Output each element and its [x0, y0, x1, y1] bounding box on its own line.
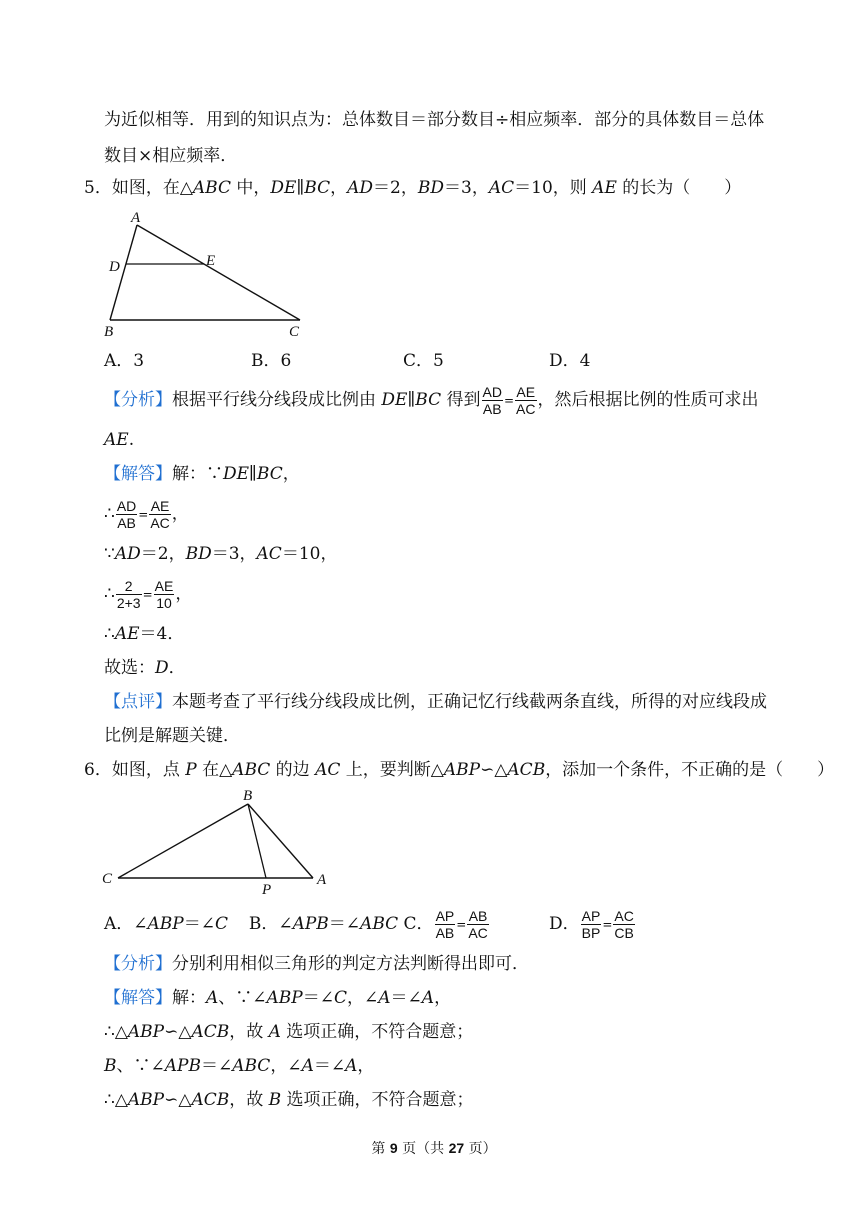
q6-option-d: D． $\frac{AP}{BP}$ = $\frac{AC}{CB}$ [549, 908, 634, 941]
q5-triangle-figure [100, 208, 312, 340]
q5-analysis: 【分析】根据平行线分线段成比例由 DE∥BC 得到 $\frac{AD}{AB}$ = $\frac{AE}{AC}$ ，然后根据比例的性质可求出 [104, 384, 759, 417]
q6-option-b: B．∠APB＝∠ABC [248, 914, 399, 934]
q6-side-cb [118, 804, 248, 878]
fraction-ae-over-10: $\frac{AE}{10}$ [154, 578, 174, 611]
fraction-ap-ab: $\frac{AP}{AB}$ [435, 908, 455, 941]
q5-stem: 5．如图，在△ABC 中，DE∥BC，AD＝2，BD＝3，AC＝10，则 AE 的长为（ ） [84, 178, 742, 198]
q6-label-b: B [243, 788, 253, 804]
q6-solution-line-3: B、∵∠APB＝∠ABC，∠A＝∠A， [104, 1056, 375, 1076]
q5-comment-line-1: 【点评】本题考查了平行线分线段成比例，正确记忆行线截两条直线，所得的对应线段成 [104, 692, 767, 712]
q5-side-ac [137, 225, 300, 320]
q5-solution-line-2: ∴ $\frac{AD}{AB}$ = $\frac{AE}{AC}$ ， [104, 498, 189, 531]
q6-options-row [104, 904, 490, 945]
page-footer: 第 9 页（共 27 页） [371, 1140, 497, 1157]
q6-triangle-figure [98, 786, 338, 898]
q5-label-b: B [104, 324, 114, 340]
fraction-ae-ac: $\frac{AE}{AC}$ [516, 384, 536, 417]
q6-side-ba [248, 804, 313, 878]
q5-option-c: C．5 [403, 351, 444, 371]
q6-solution-line-1: 【解答】解：A、∵∠ABP＝∠C，∠A＝∠A， [104, 988, 452, 1008]
q5-comment-line-2: 比例是解题关键． [104, 726, 240, 746]
q5-option-d: D．4 [549, 351, 591, 371]
fraction-ad-ab-2: $\frac{AD}{AB}$ [116, 498, 137, 531]
q6-option-a: A．∠ABP＝∠C [104, 914, 229, 934]
fraction-ab-ac: $\frac{AB}{AC}$ [468, 908, 488, 941]
q6-analysis: 【分析】分别利用相似三角形的判定方法判断得出即可． [104, 954, 529, 974]
q5-label-c: C [289, 324, 300, 340]
q6-solution-line-2: ∴△ABP∽△ACB，故 A 选项正确，不符合题意； [104, 1022, 474, 1042]
q5-solution-line-3: ∵AD＝2，BD＝3，AC＝10， [104, 544, 338, 564]
q5-choose: 故选：D． [104, 658, 186, 678]
q5-option-a: A．3 [104, 351, 145, 371]
fraction-2-over-2plus3: $\frac{2}{2+3}$ [116, 578, 141, 611]
q5-analysis-end: AE. [104, 430, 135, 450]
q5-label-e: E [206, 253, 216, 269]
fraction-ac-cb: $\frac{AC}{CB}$ [614, 908, 634, 941]
q6-label-p: P [262, 882, 272, 898]
q5-label-a: A [131, 210, 141, 226]
q5-solution-line-1: 【解答】解：∵DE∥BC， [104, 464, 300, 484]
q5-option-b: B．6 [251, 351, 292, 371]
q6-label-c: C [102, 871, 113, 887]
fraction-ad-ab: $\frac{AD}{AB}$ [482, 384, 502, 417]
q5-solution-line-4: ∴ $\frac{2}{2+3}$ = $\frac{AE}{10}$ ， [104, 578, 193, 611]
q6-option-c: C． $\frac{AP}{AB}$ = $\frac{AB}{AC}$ [403, 908, 488, 941]
intro-line-2: 数目×相应频率． [104, 146, 238, 166]
q6-solution-line-4: ∴△ABP∽△ACB，故 B 选项正确，不符合题意； [104, 1090, 474, 1110]
q5-solution-line-5: ∴AE＝4． [104, 624, 185, 644]
fraction-ae-ac-2: $\frac{AE}{AC}$ [150, 498, 170, 531]
q6-stem: 6．如图，点 P 在△ABC 的边 AC 上，要判断△ABP∽△ACB，添加一个条件，不正确的是（ ） [84, 760, 835, 780]
intro-line-1: 为近似相等．用到的知识点为：总体数目＝部分数目÷相应频率．部分的具体数目＝总体 [104, 110, 765, 130]
q6-label-a: A [317, 872, 327, 888]
q5-label-d: D [109, 259, 120, 275]
fraction-ap-bp: $\frac{AP}{BP}$ [581, 908, 601, 941]
